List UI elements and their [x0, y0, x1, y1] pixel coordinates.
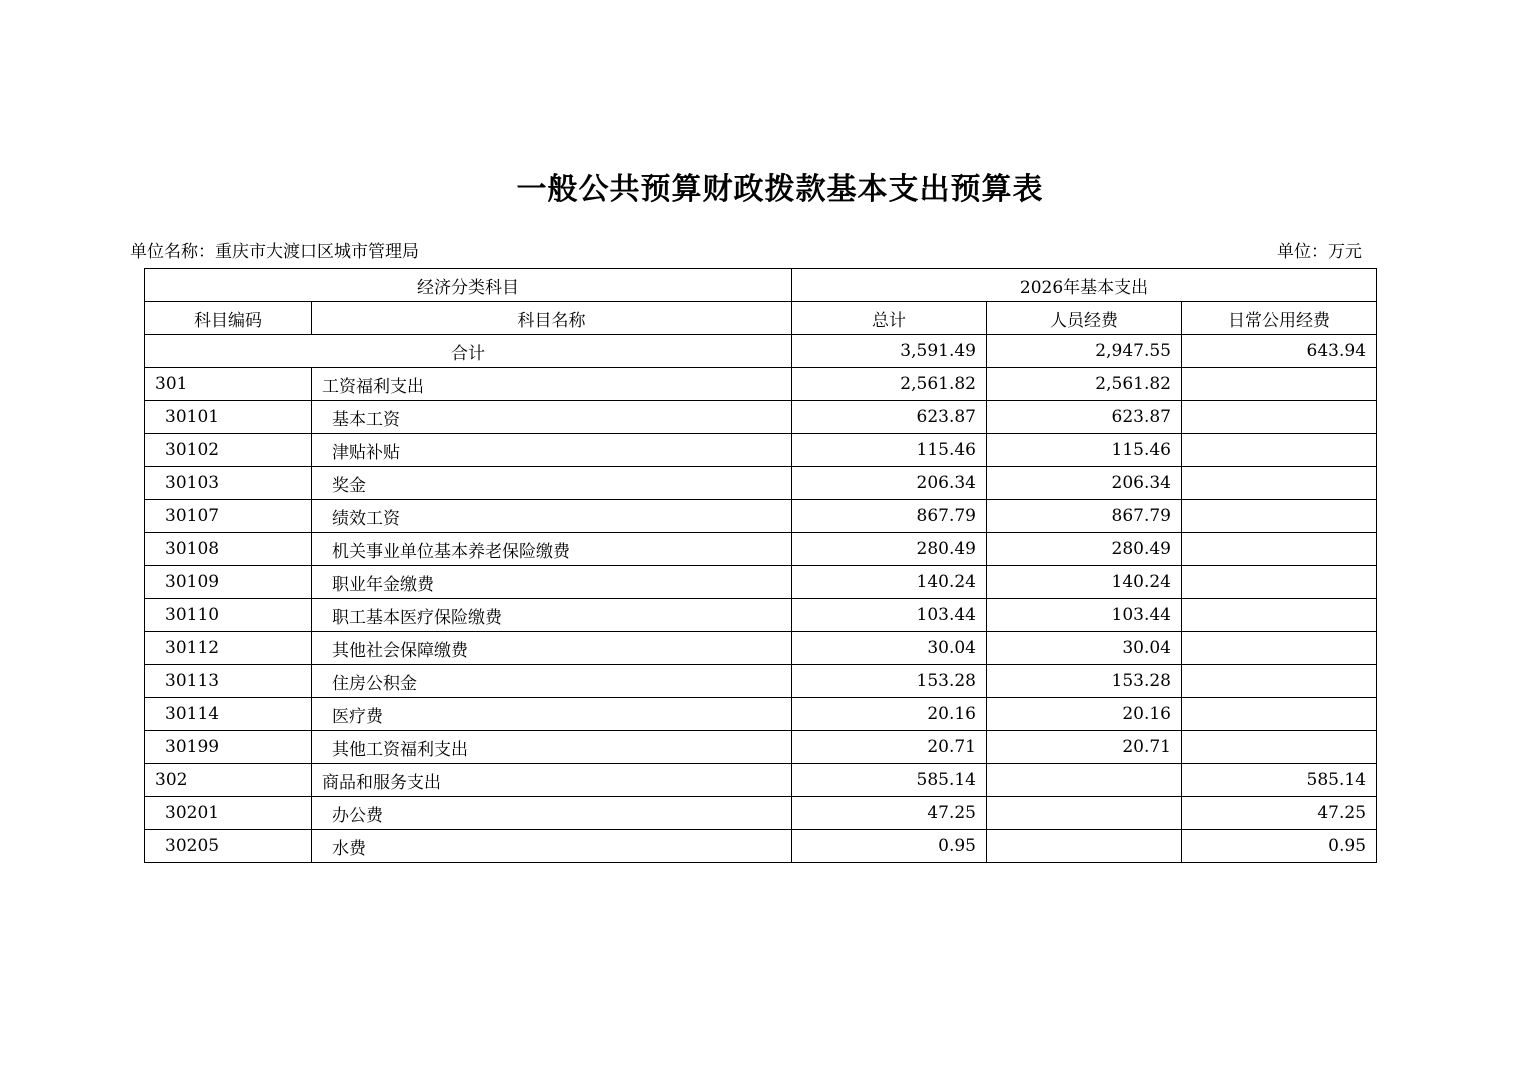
table-row — [145, 731, 1377, 764]
row-public: 47.25 — [1182, 797, 1377, 830]
row-total: 623.87 — [792, 401, 987, 434]
row-name: 职业年金缴费 — [312, 566, 792, 599]
row-code: 30108 — [145, 533, 312, 566]
header-econ-class: 经济分类科目 — [145, 269, 792, 302]
unit-name: 单位名称：重庆市大渡口区城市管理局 — [130, 242, 419, 262]
row-code: 30109 — [145, 566, 312, 599]
row-name: 住房公积金 — [312, 665, 792, 698]
table-row — [145, 599, 1377, 632]
row-public — [1182, 731, 1377, 764]
header-public: 日常公用经费 — [1182, 302, 1377, 335]
table-row — [145, 797, 1377, 830]
row-name: 工资福利支出 — [312, 368, 792, 401]
row-public — [1182, 698, 1377, 731]
row-name: 职工基本医疗保险缴费 — [312, 599, 792, 632]
table-row — [145, 368, 1377, 401]
row-code: 30205 — [145, 830, 312, 863]
row-name: 基本工资 — [312, 401, 792, 434]
row-name: 其他工资福利支出 — [312, 731, 792, 764]
row-public: 585.14 — [1182, 764, 1377, 797]
row-total: 20.71 — [792, 731, 987, 764]
row-total: 30.04 — [792, 632, 987, 665]
row-personnel: 20.71 — [987, 731, 1182, 764]
row-public — [1182, 665, 1377, 698]
header-personnel: 人员经费 — [987, 302, 1182, 335]
header-code: 科目编码 — [145, 302, 312, 335]
row-name: 其他社会保障缴费 — [312, 632, 792, 665]
row-name: 绩效工资 — [312, 500, 792, 533]
header-name: 科目名称 — [312, 302, 792, 335]
row-code: 30199 — [145, 731, 312, 764]
row-name: 机关事业单位基本养老保险缴费 — [312, 533, 792, 566]
page-title: 一般公共预算财政拨款基本支出预算表 — [516, 172, 1044, 207]
row-personnel: 115.46 — [987, 434, 1182, 467]
row-code: 302 — [145, 764, 312, 797]
row-code: 30102 — [145, 434, 312, 467]
row-code: 301 — [145, 368, 312, 401]
row-total: 20.16 — [792, 698, 987, 731]
row-personnel: 140.24 — [987, 566, 1182, 599]
row-personnel — [987, 797, 1182, 830]
row-public — [1182, 566, 1377, 599]
table-row — [145, 764, 1377, 797]
budget-table — [144, 268, 1377, 863]
table-row — [145, 401, 1377, 434]
row-public: 0.95 — [1182, 830, 1377, 863]
row-personnel: 20.16 — [987, 698, 1182, 731]
row-total: 140.24 — [792, 566, 987, 599]
row-personnel: 153.28 — [987, 665, 1182, 698]
row-total: 103.44 — [792, 599, 987, 632]
row-code: 30114 — [145, 698, 312, 731]
table-row — [145, 467, 1377, 500]
row-personnel: 103.44 — [987, 599, 1182, 632]
table-row — [145, 698, 1377, 731]
table-row — [145, 533, 1377, 566]
row-personnel: 206.34 — [987, 467, 1182, 500]
row-personnel — [987, 764, 1182, 797]
row-personnel: 30.04 — [987, 632, 1182, 665]
row-public — [1182, 500, 1377, 533]
row-public — [1182, 533, 1377, 566]
row-total: 585.14 — [792, 764, 987, 797]
row-code: 30112 — [145, 632, 312, 665]
row-name: 奖金 — [312, 467, 792, 500]
total-label: 合计 — [145, 335, 792, 368]
table-row — [145, 632, 1377, 665]
row-total: 153.28 — [792, 665, 987, 698]
header-year-basic: 2026年基本支出 — [792, 269, 1377, 302]
total-personnel: 2,947.55 — [987, 335, 1182, 368]
row-total: 47.25 — [792, 797, 987, 830]
row-name: 办公费 — [312, 797, 792, 830]
row-public — [1182, 467, 1377, 500]
row-name: 商品和服务支出 — [312, 764, 792, 797]
row-total: 867.79 — [792, 500, 987, 533]
row-total: 280.49 — [792, 533, 987, 566]
table-row — [145, 434, 1377, 467]
table-row — [145, 830, 1377, 863]
row-personnel: 2,561.82 — [987, 368, 1182, 401]
table-row — [145, 500, 1377, 533]
row-public — [1182, 632, 1377, 665]
row-name: 水费 — [312, 830, 792, 863]
row-public — [1182, 401, 1377, 434]
header-row-2 — [145, 302, 1377, 335]
row-name: 医疗费 — [312, 698, 792, 731]
row-code: 30110 — [145, 599, 312, 632]
row-public — [1182, 368, 1377, 401]
row-public — [1182, 599, 1377, 632]
row-personnel: 623.87 — [987, 401, 1182, 434]
row-total: 206.34 — [792, 467, 987, 500]
total-public: 643.94 — [1182, 335, 1377, 368]
row-personnel: 867.79 — [987, 500, 1182, 533]
row-code: 30107 — [145, 500, 312, 533]
row-code: 30103 — [145, 467, 312, 500]
header-row-1 — [145, 269, 1377, 302]
table-row — [145, 665, 1377, 698]
row-personnel: 280.49 — [987, 533, 1182, 566]
total-total: 3,591.49 — [792, 335, 987, 368]
row-personnel — [987, 830, 1182, 863]
total-row — [145, 335, 1377, 368]
header-total: 总计 — [792, 302, 987, 335]
table-row — [145, 566, 1377, 599]
row-code: 30101 — [145, 401, 312, 434]
unit-label: 单位：万元 — [1277, 242, 1362, 262]
row-code: 30201 — [145, 797, 312, 830]
row-code: 30113 — [145, 665, 312, 698]
row-total: 0.95 — [792, 830, 987, 863]
row-total: 2,561.82 — [792, 368, 987, 401]
row-total: 115.46 — [792, 434, 987, 467]
row-name: 津贴补贴 — [312, 434, 792, 467]
row-public — [1182, 434, 1377, 467]
